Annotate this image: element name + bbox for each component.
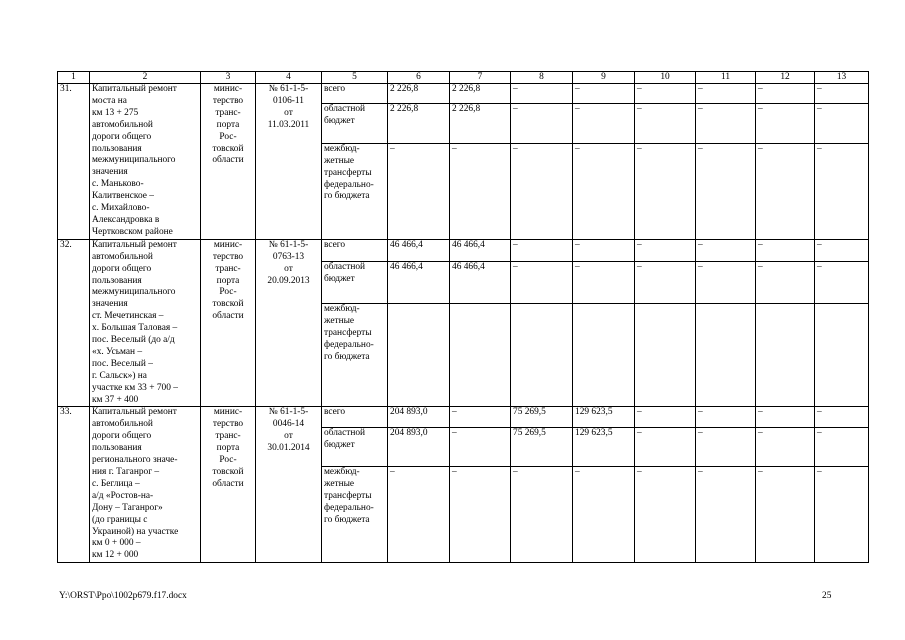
row-number: 31. bbox=[58, 84, 90, 240]
amount-cell: 75 269,5 bbox=[511, 427, 573, 466]
amount-cell bbox=[388, 304, 450, 407]
amount-cell: 2 226,8 bbox=[450, 84, 511, 104]
amount-cell: – bbox=[815, 467, 869, 563]
expertise-conclusion: № 61-1-5- 0106-11 от 11.03.2011 bbox=[256, 84, 322, 240]
column-number-header: 4 bbox=[256, 72, 322, 84]
amount-cell: – bbox=[450, 407, 511, 427]
amount-cell: – bbox=[696, 143, 756, 239]
header-row bbox=[58, 72, 869, 84]
column-number-header: 9 bbox=[573, 72, 635, 84]
page-number: 25 bbox=[822, 591, 832, 601]
funding-source: межбюд- жетные трансферты федерально- го бюджета bbox=[322, 467, 388, 563]
column-number-header: 7 bbox=[450, 72, 511, 84]
amount-cell: – bbox=[511, 261, 573, 303]
amount-cell: – bbox=[696, 104, 756, 143]
row-number: 33. bbox=[58, 407, 90, 563]
column-number-header: 2 bbox=[90, 72, 201, 84]
amount-cell: – bbox=[635, 427, 696, 466]
amount-cell: – bbox=[573, 467, 635, 563]
funding-source: областной бюджет bbox=[322, 427, 388, 466]
expertise-conclusion: № 61-1-5- 0046-14 от 30.01.2014 bbox=[256, 407, 322, 563]
amount-cell: – bbox=[756, 467, 815, 563]
amount-cell: – bbox=[450, 427, 511, 466]
column-number-header: 5 bbox=[322, 72, 388, 84]
amount-cell bbox=[450, 304, 511, 407]
amount-cell: – bbox=[573, 84, 635, 104]
amount-cell: – bbox=[815, 104, 869, 143]
amount-cell: – bbox=[815, 84, 869, 104]
amount-cell: – bbox=[573, 104, 635, 143]
amount-cell: – bbox=[696, 239, 756, 261]
customer-name: минис- терство транс- порта Рос- товской области bbox=[201, 239, 256, 407]
amount-cell: – bbox=[756, 104, 815, 143]
amount-cell: – bbox=[756, 239, 815, 261]
amount-cell bbox=[635, 304, 696, 407]
table-row bbox=[58, 84, 869, 104]
table-row bbox=[58, 407, 869, 427]
table-row bbox=[58, 239, 869, 261]
amount-cell: – bbox=[815, 427, 869, 466]
column-number-header: 11 bbox=[696, 72, 756, 84]
column-number-header: 10 bbox=[635, 72, 696, 84]
amount-cell: 46 466,4 bbox=[450, 239, 511, 261]
amount-cell: – bbox=[815, 407, 869, 427]
column-number-header: 8 bbox=[511, 72, 573, 84]
funding-source: всего bbox=[322, 407, 388, 427]
amount-cell: – bbox=[511, 143, 573, 239]
amount-cell: – bbox=[573, 261, 635, 303]
column-number-header: 1 bbox=[58, 72, 90, 84]
table-body bbox=[58, 72, 869, 563]
amount-cell bbox=[756, 304, 815, 407]
amount-cell: – bbox=[511, 467, 573, 563]
funding-source: всего bbox=[322, 84, 388, 104]
amount-cell bbox=[573, 304, 635, 407]
amount-cell: – bbox=[696, 427, 756, 466]
amount-cell: – bbox=[815, 143, 869, 239]
amount-cell: – bbox=[696, 84, 756, 104]
amount-cell: 204 893,0 bbox=[388, 427, 450, 466]
amount-cell: 2 226,8 bbox=[388, 104, 450, 143]
funding-source: областной бюджет bbox=[322, 104, 388, 143]
column-number-header: 13 bbox=[815, 72, 869, 84]
amount-cell: – bbox=[450, 143, 511, 239]
amount-cell: 46 466,4 bbox=[388, 239, 450, 261]
amount-cell: – bbox=[635, 143, 696, 239]
column-number-header: 3 bbox=[201, 72, 256, 84]
funding-source: областной бюджет bbox=[322, 261, 388, 303]
amount-cell: 129 623,5 bbox=[573, 427, 635, 466]
amount-cell: – bbox=[450, 467, 511, 563]
object-name: Капитальный ремонт моста на км 13 + 275 автомобильной дороги общего пользования межмуниципального значения с. Маньково- Калитвенское – с. Михайлово- Александровка в Чертковском районе bbox=[90, 84, 201, 240]
customer-name: минис- терство транс- порта Рос- товской области bbox=[201, 407, 256, 563]
object-name: Капитальный ремонт автомобильной дороги общего пользования регионального значе- ния г. Таганрог – с. Беглица – а/д «Ростов-на- Дону – Таганрог» (до границы с Украиной) на участке км 0 + 000 – км 12 + 000 bbox=[90, 407, 201, 563]
object-name: Капитальный ремонт автомобильной дороги общего пользования межмуниципального значения ст. Мечетинская – х. Большая Таловая – пос. Веселый (до а/д «х. Усьман – пос. Веселый – г. Сальск») на участке км 33 + 700 – км 37 + 400 bbox=[90, 239, 201, 407]
financing-table bbox=[57, 71, 869, 563]
amount-cell: – bbox=[635, 104, 696, 143]
amount-cell bbox=[511, 304, 573, 407]
amount-cell: 2 226,8 bbox=[450, 104, 511, 143]
amount-cell: – bbox=[696, 467, 756, 563]
expertise-conclusion: № 61-1-5- 0763-13 от 20.09.2013 bbox=[256, 239, 322, 407]
amount-cell: – bbox=[815, 261, 869, 303]
amount-cell: – bbox=[635, 407, 696, 427]
amount-cell: – bbox=[696, 261, 756, 303]
amount-cell: – bbox=[573, 239, 635, 261]
amount-cell: – bbox=[388, 143, 450, 239]
amount-cell: 46 466,4 bbox=[450, 261, 511, 303]
amount-cell: – bbox=[635, 261, 696, 303]
amount-cell: – bbox=[635, 467, 696, 563]
amount-cell: 2 226,8 bbox=[388, 84, 450, 104]
funding-source: всего bbox=[322, 239, 388, 261]
row-number: 32. bbox=[58, 239, 90, 407]
amount-cell bbox=[696, 304, 756, 407]
amount-cell: 204 893,0 bbox=[388, 407, 450, 427]
amount-cell: – bbox=[573, 143, 635, 239]
amount-cell: – bbox=[756, 261, 815, 303]
customer-name: минис- терство транс- порта Рос- товской области bbox=[201, 84, 256, 240]
amount-cell: – bbox=[756, 84, 815, 104]
column-number-header: 12 bbox=[756, 72, 815, 84]
amount-cell: – bbox=[756, 143, 815, 239]
funding-source: межбюд- жетные трансферты федерально- го бюджета bbox=[322, 304, 388, 407]
amount-cell: – bbox=[815, 239, 869, 261]
amount-cell: – bbox=[635, 239, 696, 261]
amount-cell: – bbox=[511, 84, 573, 104]
column-number-header: 6 bbox=[388, 72, 450, 84]
funding-source: межбюд- жетные трансферты федерально- го бюджета bbox=[322, 143, 388, 239]
amount-cell: – bbox=[635, 84, 696, 104]
footer-file-path: Y:\ORST\Ppo\1002p679.f17.docx bbox=[59, 591, 187, 601]
amount-cell: – bbox=[696, 407, 756, 427]
amount-cell: – bbox=[511, 104, 573, 143]
amount-cell: – bbox=[756, 427, 815, 466]
amount-cell: 129 623,5 bbox=[573, 407, 635, 427]
amount-cell: – bbox=[511, 239, 573, 261]
amount-cell: – bbox=[388, 467, 450, 563]
amount-cell: 75 269,5 bbox=[511, 407, 573, 427]
amount-cell bbox=[815, 304, 869, 407]
amount-cell: – bbox=[756, 407, 815, 427]
amount-cell: 46 466,4 bbox=[388, 261, 450, 303]
